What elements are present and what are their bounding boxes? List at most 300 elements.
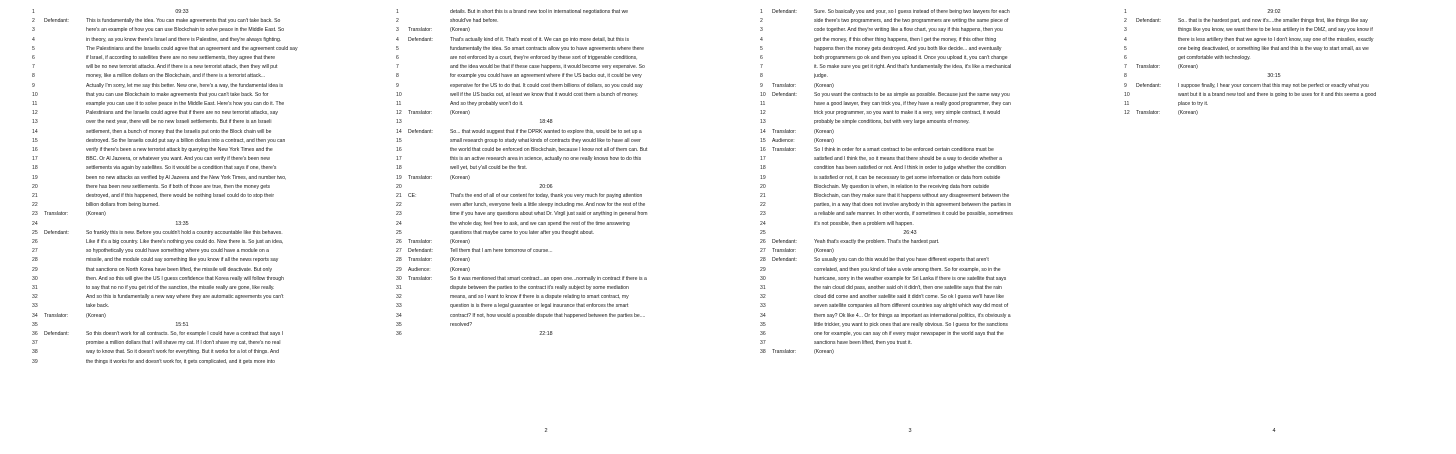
transcript-line — [728, 118, 1092, 126]
transcript-line — [364, 275, 728, 283]
line-text: Like if it's a big country. Like there's nothing you could do. Now there is. So just an idea, — [86, 239, 284, 245]
line-text: probably be simple conditions, but with very large amounts of money. — [814, 119, 970, 126]
line-text: example you can use it to solve peace in the Middle East. Here's how you can do it. The — [86, 101, 285, 107]
line-number: 35 — [32, 321, 38, 328]
line-number: 20 — [396, 183, 402, 190]
line-text: (Korean) — [86, 211, 106, 218]
line-text: So I think in order for a smart contract to be enforced certain conditions must be — [814, 147, 994, 153]
transcript-line — [364, 100, 728, 108]
transcript-line — [728, 348, 1092, 356]
transcript-line — [364, 54, 728, 62]
transcript-line — [728, 109, 1092, 117]
line-number: 3 — [32, 27, 35, 34]
line-number: 16 — [396, 147, 402, 153]
line-text: resolved? — [450, 321, 473, 328]
transcript-line — [364, 284, 728, 292]
line-text: (Korean) — [1178, 64, 1198, 71]
line-number: 29 — [396, 266, 402, 273]
transcript-line — [364, 164, 728, 172]
line-number: 16 — [760, 147, 766, 153]
transcript-line — [364, 321, 728, 329]
transcript-line — [364, 45, 728, 53]
line-number: 10 — [32, 91, 38, 98]
timestamp: 30:15 — [1267, 73, 1281, 80]
line-number: 15 — [396, 137, 402, 144]
transcript-line — [728, 26, 1092, 34]
line-text: So... that would suggest that if the DPRK wanted to explore this, would be to set up a — [450, 128, 642, 135]
line-text: Blockchain. My question is when, in relation to the receiving data from outside — [814, 183, 990, 190]
line-number: 4 — [1124, 36, 1127, 43]
line-number: 30 — [396, 275, 402, 282]
line-text: seven satellite companies all from different countries say alright which way did most of — [814, 303, 1009, 310]
line-text: (Korean) — [814, 248, 834, 255]
line-text: verify if there's been a new terrorist attack by querying the New York Times and the — [86, 147, 273, 153]
transcript-line — [728, 183, 1092, 191]
line-number: 25 — [396, 229, 402, 236]
transcript-line — [1092, 100, 1456, 108]
transcript-line — [728, 128, 1092, 136]
transcript-line — [0, 330, 364, 338]
line-number: 22 — [32, 202, 38, 209]
line-text: question is is there a legal guarantee or legal insurance that enforces the smart — [450, 303, 629, 310]
transcript-line — [728, 210, 1092, 218]
line-text: Yeah that's exactly the problem. That's the hardest part. — [814, 239, 940, 245]
transcript-line — [728, 164, 1092, 172]
timestamp: 29:02 — [1267, 9, 1281, 15]
transcript-line — [0, 26, 364, 34]
line-number: 8 — [32, 73, 35, 80]
line-number: 2 — [32, 18, 35, 25]
line-number: 6 — [760, 55, 763, 61]
transcript-line — [728, 238, 1092, 246]
transcript-line — [1092, 36, 1456, 44]
line-number: 12 — [32, 110, 38, 117]
line-text: it. So make sure you get it right. And that's fundamentally the idea, it's like a mechanical — [814, 64, 1012, 71]
line-number: 9 — [760, 82, 763, 89]
line-number: 31 — [32, 285, 38, 291]
transcript-line — [0, 192, 364, 200]
line-text: small research group to study what kinds of contracts they would like to have all over — [450, 137, 641, 144]
line-number: 28 — [760, 257, 766, 264]
transcript-line — [0, 109, 364, 117]
line-text: missile, and the module could say something like you know if all the news reports say — [86, 257, 279, 264]
line-text: (Korean) — [450, 239, 470, 245]
line-text: (Korean) — [450, 174, 470, 181]
line-text: satisfied and I think the, so it means that there should be a way to decide whether a — [814, 156, 1003, 163]
transcript-line — [0, 321, 364, 329]
transcript-line — [364, 109, 728, 117]
line-text: That's the end of all of our content for today, thank you very much for paying attention — [450, 193, 643, 199]
transcript-line — [364, 312, 728, 320]
transcript-line — [364, 330, 728, 338]
transcript-line — [0, 63, 364, 71]
transcript-line — [728, 174, 1092, 182]
transcript-line — [0, 220, 364, 228]
transcript-line — [0, 72, 364, 80]
line-number: 26 — [32, 239, 38, 245]
line-number: 9 — [32, 82, 35, 89]
line-number: 6 — [32, 55, 35, 61]
line-text: (Korean) — [450, 266, 470, 273]
transcript-line — [0, 348, 364, 356]
speaker-label: Translator: — [772, 128, 797, 135]
transcript-line — [728, 256, 1092, 264]
transcript-line — [728, 91, 1092, 99]
transcript-line — [1092, 91, 1456, 99]
timestamp: 22:18 — [539, 331, 553, 337]
transcript-line — [364, 36, 728, 44]
transcript-line — [728, 100, 1092, 108]
transcript-line — [728, 201, 1092, 209]
line-text: will be no new terrorist attacks. And if there is a new terrorist attack, then they will put — [86, 64, 278, 71]
line-number: 8 — [1124, 73, 1127, 80]
transcript-line — [364, 8, 728, 16]
line-number: 14 — [760, 128, 766, 135]
transcript-line — [0, 183, 364, 191]
line-text: little trickier, you want to pick ones that are really obvious. So I guess for the sanctions — [814, 321, 1008, 328]
timestamp: 09:33 — [175, 9, 189, 15]
line-text: are not enforced by a court, they're enforced by these sort of triggerable conditions, — [450, 55, 638, 61]
line-text: destroyed. So the Israelis could put say a billion dollars into a contract, and then you can — [86, 137, 286, 144]
line-number: 21 — [32, 193, 38, 199]
speaker-label: Defendant: — [772, 239, 797, 245]
line-text: Sure. So basically you and your, so I guess instead of there being two lawyers for each — [814, 9, 1010, 15]
line-number: 10 — [396, 91, 402, 98]
line-number: 12 — [1124, 110, 1130, 117]
transcript-line — [364, 82, 728, 90]
line-text: the whole day, feel free to ask, and we can spend the rest of the time answering — [450, 220, 630, 227]
speaker-label: Translator: — [408, 110, 433, 117]
line-number: 12 — [760, 110, 766, 117]
line-text: questions that maybe came to you later after you thought about. — [450, 229, 595, 236]
line-number: 36 — [396, 331, 402, 337]
transcript-line — [728, 72, 1092, 80]
speaker-label: Translator: — [772, 147, 797, 153]
line-number: 10 — [760, 91, 766, 98]
line-text: hurricane, sorry in the weather example for Sri Lanka if there is one satellite that says — [814, 275, 1007, 282]
line-text: (Korean) — [814, 137, 834, 144]
line-number: 19 — [760, 174, 766, 181]
transcript-line — [364, 118, 728, 126]
line-text: promise a million dollars that I will shave my cat. If I don't shave my cat, there's no real — [86, 340, 281, 347]
line-number: 28 — [32, 257, 38, 264]
line-text: well yet, but y'all could be the first. — [450, 165, 528, 172]
line-text: the world that could be enforced on Blockchain, because I know not all of them can. But — [450, 147, 648, 153]
speaker-label: Translator: — [772, 349, 797, 356]
line-text: And so this is fundamentally a new way where they are automatic agreements you can't — [86, 294, 284, 301]
transcript-line — [1092, 8, 1456, 16]
line-text: then. And so this will give the US I guess confidence that Korea really will follow through — [86, 275, 284, 282]
transcript-line — [364, 17, 728, 25]
line-number: 4 — [760, 36, 763, 43]
transcript-line — [364, 229, 728, 237]
line-text: destroyed, and if this happened, there would be nothing Israel could do to stop their — [86, 193, 275, 199]
line-number: 23 — [396, 211, 402, 218]
transcript-line — [728, 247, 1092, 255]
speaker-label: Translator: — [408, 257, 433, 264]
line-number: 1 — [396, 9, 399, 15]
line-number: 27 — [32, 248, 38, 255]
line-text: Blockchain, can they make sure that it happens without any disagreement between the — [814, 193, 1010, 199]
speaker-label: Translator: — [772, 248, 797, 255]
line-text: trick your programmer, so you want to make it a very, very simple contract, it would — [814, 110, 1001, 117]
line-text: here's an example of how you can use Blockchain to solve peace in the Middle East. So — [86, 27, 285, 34]
line-number: 20 — [32, 183, 38, 190]
line-number: 24 — [396, 220, 402, 227]
transcript-line — [728, 302, 1092, 310]
line-text: there is less artillery then that we agree to I don't know, say one of the missiles, exactly — [1178, 36, 1374, 43]
line-number: 7 — [32, 64, 35, 71]
line-number: 34 — [760, 312, 766, 319]
speaker-label: Translator: — [408, 174, 433, 181]
line-number: 7 — [760, 64, 763, 71]
line-text: them say? Ok like 4... Or for things as important as international politics, it's obviously a — [814, 312, 1011, 319]
line-text: over the next year, there will be no new Israeli settlements. But if there is an Israeli — [86, 119, 272, 126]
transcript-line — [0, 174, 364, 182]
transcript-line — [0, 210, 364, 218]
line-text: (Korean) — [450, 257, 470, 264]
line-text: contract? If not, how would a possible dispute that happened between the parties be.... — [450, 312, 646, 319]
transcript-page-2 — [364, 0, 728, 454]
line-text: get comfortable with technology. — [1178, 55, 1251, 61]
transcript-line — [728, 137, 1092, 145]
transcript-line — [0, 36, 364, 44]
line-text: sanctions have been lifted, then you trust it. — [814, 340, 912, 347]
line-number: 31 — [396, 285, 402, 291]
line-number: 34 — [32, 312, 38, 319]
line-number: 27 — [760, 248, 766, 255]
transcript-line — [364, 174, 728, 182]
line-number: 17 — [396, 156, 402, 163]
transcript-line — [728, 17, 1092, 25]
line-number: 37 — [760, 340, 766, 347]
line-number: 29 — [760, 266, 766, 273]
speaker-label: Translator: — [408, 275, 433, 282]
line-text: judge. — [814, 73, 828, 80]
line-number: 7 — [1124, 64, 1127, 71]
transcript-line — [0, 155, 364, 163]
transcript-line — [0, 201, 364, 209]
line-number: 1 — [760, 9, 763, 15]
line-number: 4 — [396, 36, 399, 43]
line-number: 17 — [760, 156, 766, 163]
transcript-line — [1092, 26, 1456, 34]
line-text: Tell them that I am here tomorrow of course... — [450, 248, 553, 255]
line-text: the things it works for and doesn't work for, it gets complicated, and it gets more into — [86, 358, 275, 365]
line-text: So frankly this is new. Before you couldn't hold a country accountable like this behaves. — [86, 229, 283, 236]
timestamp: 20:06 — [539, 183, 553, 190]
line-number: 25 — [760, 229, 766, 236]
line-text: for example you could have an agreement where if the US backs out, it could be very — [450, 73, 642, 80]
transcript-line — [728, 284, 1092, 292]
transcript-line — [0, 247, 364, 255]
transcript-line — [364, 63, 728, 71]
line-text: dispute between the parties to the contract it's really subject by some mediation — [450, 285, 629, 291]
transcript-line — [0, 128, 364, 136]
speaker-label: CE: — [408, 193, 417, 199]
line-text: way to know that. So it doesn't work for everything. But it works for a lot of things. And — [86, 349, 279, 356]
line-text: (Korean) — [450, 27, 470, 34]
line-number: 14 — [32, 128, 38, 135]
line-number: 1 — [32, 9, 35, 15]
line-text: details. But in short this is a brand new tool in international negotiations that we — [450, 9, 629, 15]
line-number: 14 — [396, 128, 402, 135]
speaker-label: Translator: — [1136, 110, 1161, 117]
transcript-line — [0, 229, 364, 237]
transcript-line — [728, 36, 1092, 44]
line-text: things like you know, we want there to be less artillery in the DMZ, and say you know if — [1178, 27, 1373, 34]
line-number: 33 — [396, 303, 402, 310]
speaker-label: Defendant: — [408, 128, 433, 135]
speaker-label: Defendant: — [44, 18, 69, 25]
line-text: And so they probably won't do it. — [450, 101, 524, 107]
line-number: 11 — [760, 101, 766, 107]
line-text: the rain cloud did pass, another said oh it didn't, then one satellite says that the rain — [814, 285, 1002, 291]
line-number: 24 — [760, 220, 766, 227]
line-text: get the money, if this other thing happens, then I get the money, if this other thing — [814, 36, 997, 43]
line-text: even after lunch, everyone feels a little sleepy including me. And now for the rest of the — [450, 202, 646, 209]
speaker-label: Audience: — [408, 266, 431, 273]
line-number: 2 — [396, 18, 399, 25]
transcript-line — [1092, 54, 1456, 62]
timestamp: 15:51 — [175, 321, 189, 328]
transcript-line — [728, 45, 1092, 53]
transcript-line — [364, 91, 728, 99]
line-number: 9 — [1124, 82, 1127, 89]
timestamp: 26:43 — [903, 229, 917, 236]
transcript-line — [0, 164, 364, 172]
transcript-line — [0, 100, 364, 108]
line-text: So.. that is the hardest part, and now it's....the smaller things first, like things like say — [1178, 18, 1368, 25]
transcript-line — [0, 17, 364, 25]
timestamp: 18:48 — [539, 119, 553, 126]
transcript-line — [0, 45, 364, 53]
line-text: Actually I'm sorry, let me say this better. New one, here's a way, the fundamental idea is — [86, 82, 284, 89]
line-text: settlements via again by satellites. So it would be a condition that says if one, there's — [86, 165, 277, 172]
line-text: should've had before. — [450, 18, 499, 25]
line-number: 19 — [32, 174, 38, 181]
line-text: expensive for the US to do that. It could cost them billions of dollars, so you could say — [450, 82, 643, 89]
line-number: 33 — [32, 303, 38, 310]
line-text: that you can use Blockchain to make agreements that you can't take back. So for — [86, 91, 269, 98]
line-number: 30 — [760, 275, 766, 282]
transcript-line — [364, 155, 728, 163]
line-text: (Korean) — [1178, 110, 1198, 117]
line-number: 9 — [396, 82, 399, 89]
transcript-line — [0, 302, 364, 310]
line-number: 10 — [1124, 91, 1130, 98]
transcript-line — [0, 82, 364, 90]
transcript-line — [0, 266, 364, 274]
line-number: 19 — [396, 174, 402, 181]
line-text: That's actually kind of it. That's most of it. We can go into more detail, but this is — [450, 36, 629, 43]
line-number: 21 — [760, 193, 766, 199]
line-text: billion dollars from being burned. — [86, 202, 160, 209]
line-number: 15 — [760, 137, 766, 144]
line-text: one for example, you can say oh if every major newspaper in the world says that the — [814, 331, 1004, 337]
line-number: 5 — [760, 45, 763, 52]
line-text: Palestinians and the Israelis could agree that if there are no new terrorist attacks, say — [86, 110, 278, 117]
transcript-line — [728, 63, 1092, 71]
line-text: So usually you can do this would be that you have different experts that aren't — [814, 257, 989, 264]
transcript-line — [364, 210, 728, 218]
line-number: 18 — [396, 165, 402, 172]
line-number: 11 — [32, 101, 38, 107]
transcript-line — [364, 238, 728, 246]
line-number: 33 — [760, 303, 766, 310]
line-number: 36 — [760, 331, 766, 337]
line-text: a reliable and safe manner. In other words, if sometimes it could be possible, sometimes — [814, 211, 1013, 218]
line-number: 13 — [32, 119, 38, 126]
line-number: 7 — [396, 64, 399, 71]
line-number: 17 — [32, 156, 38, 163]
line-text: correlated, and then you kind of take a vote among them. So for example, so in the — [814, 266, 1001, 273]
transcript-page-1 — [0, 0, 364, 454]
transcript-line — [728, 312, 1092, 320]
page-number: 3 — [908, 428, 912, 434]
transcript-line — [364, 293, 728, 301]
line-number: 8 — [760, 73, 763, 80]
transcript-line — [0, 8, 364, 16]
transcript-page-4 — [1092, 0, 1456, 454]
transcript-line — [0, 339, 364, 347]
transcript-line — [728, 155, 1092, 163]
line-text: cloud did come and another satellite said it didn't come. So ok I guess we'll have like — [814, 294, 1004, 301]
line-number: 3 — [1124, 27, 1127, 34]
line-text: want but it is a brand new tool and there is going to be uses for it and this seems a good — [1178, 91, 1377, 98]
page-number: 4 — [1272, 428, 1276, 434]
line-number: 13 — [396, 119, 402, 126]
line-number: 16 — [32, 147, 38, 153]
line-number: 25 — [32, 229, 38, 236]
transcript-line — [0, 118, 364, 126]
transcript-line — [728, 266, 1092, 274]
transcript-line — [0, 91, 364, 99]
line-text: take back. — [86, 303, 110, 310]
line-number: 13 — [760, 119, 766, 126]
line-number: 35 — [760, 321, 766, 328]
line-text: have a good lawyer, they can trick you, if they have a really good programmer, they can — [814, 101, 1011, 107]
line-number: 30 — [32, 275, 38, 282]
line-text: So it was mentioned that smart contract...an open one...normally in contract if there is a — [450, 275, 647, 282]
line-number: 26 — [760, 239, 766, 245]
line-number: 5 — [396, 45, 399, 52]
transcript-line — [364, 183, 728, 191]
line-number: 2 — [760, 18, 763, 25]
speaker-label: Defendant: — [772, 91, 797, 98]
line-text: that sanctions on North Korea have been lifted, the missile will deactivate. But only — [86, 266, 273, 273]
line-number: 27 — [396, 248, 402, 255]
transcript-line — [1092, 82, 1456, 90]
transcript-line — [728, 146, 1092, 154]
line-text: side there's two programmers, and the two programmers are writing the same piece of — [814, 18, 1009, 25]
line-text: both programmers go ok and then you upload it. Once you upload it, you can't change — [814, 55, 1008, 61]
line-text: (Korean) — [450, 110, 470, 117]
transcript-line — [364, 137, 728, 145]
line-text: if Israel, if according to satellites there are no new settlements, they agree that there — [86, 55, 276, 61]
line-text: (Korean) — [814, 128, 834, 135]
line-number: 23 — [760, 211, 766, 218]
transcript-line — [0, 312, 364, 320]
transcript-line — [0, 358, 364, 366]
line-number: 6 — [1124, 55, 1127, 61]
line-text: it's not possible, then a problem will happen. — [814, 220, 914, 227]
transcript-line — [728, 229, 1092, 237]
speaker-label: Translator: — [44, 312, 69, 319]
line-number: 34 — [396, 312, 402, 319]
speaker-label: Translator: — [772, 82, 797, 89]
transcript-line — [728, 330, 1092, 338]
